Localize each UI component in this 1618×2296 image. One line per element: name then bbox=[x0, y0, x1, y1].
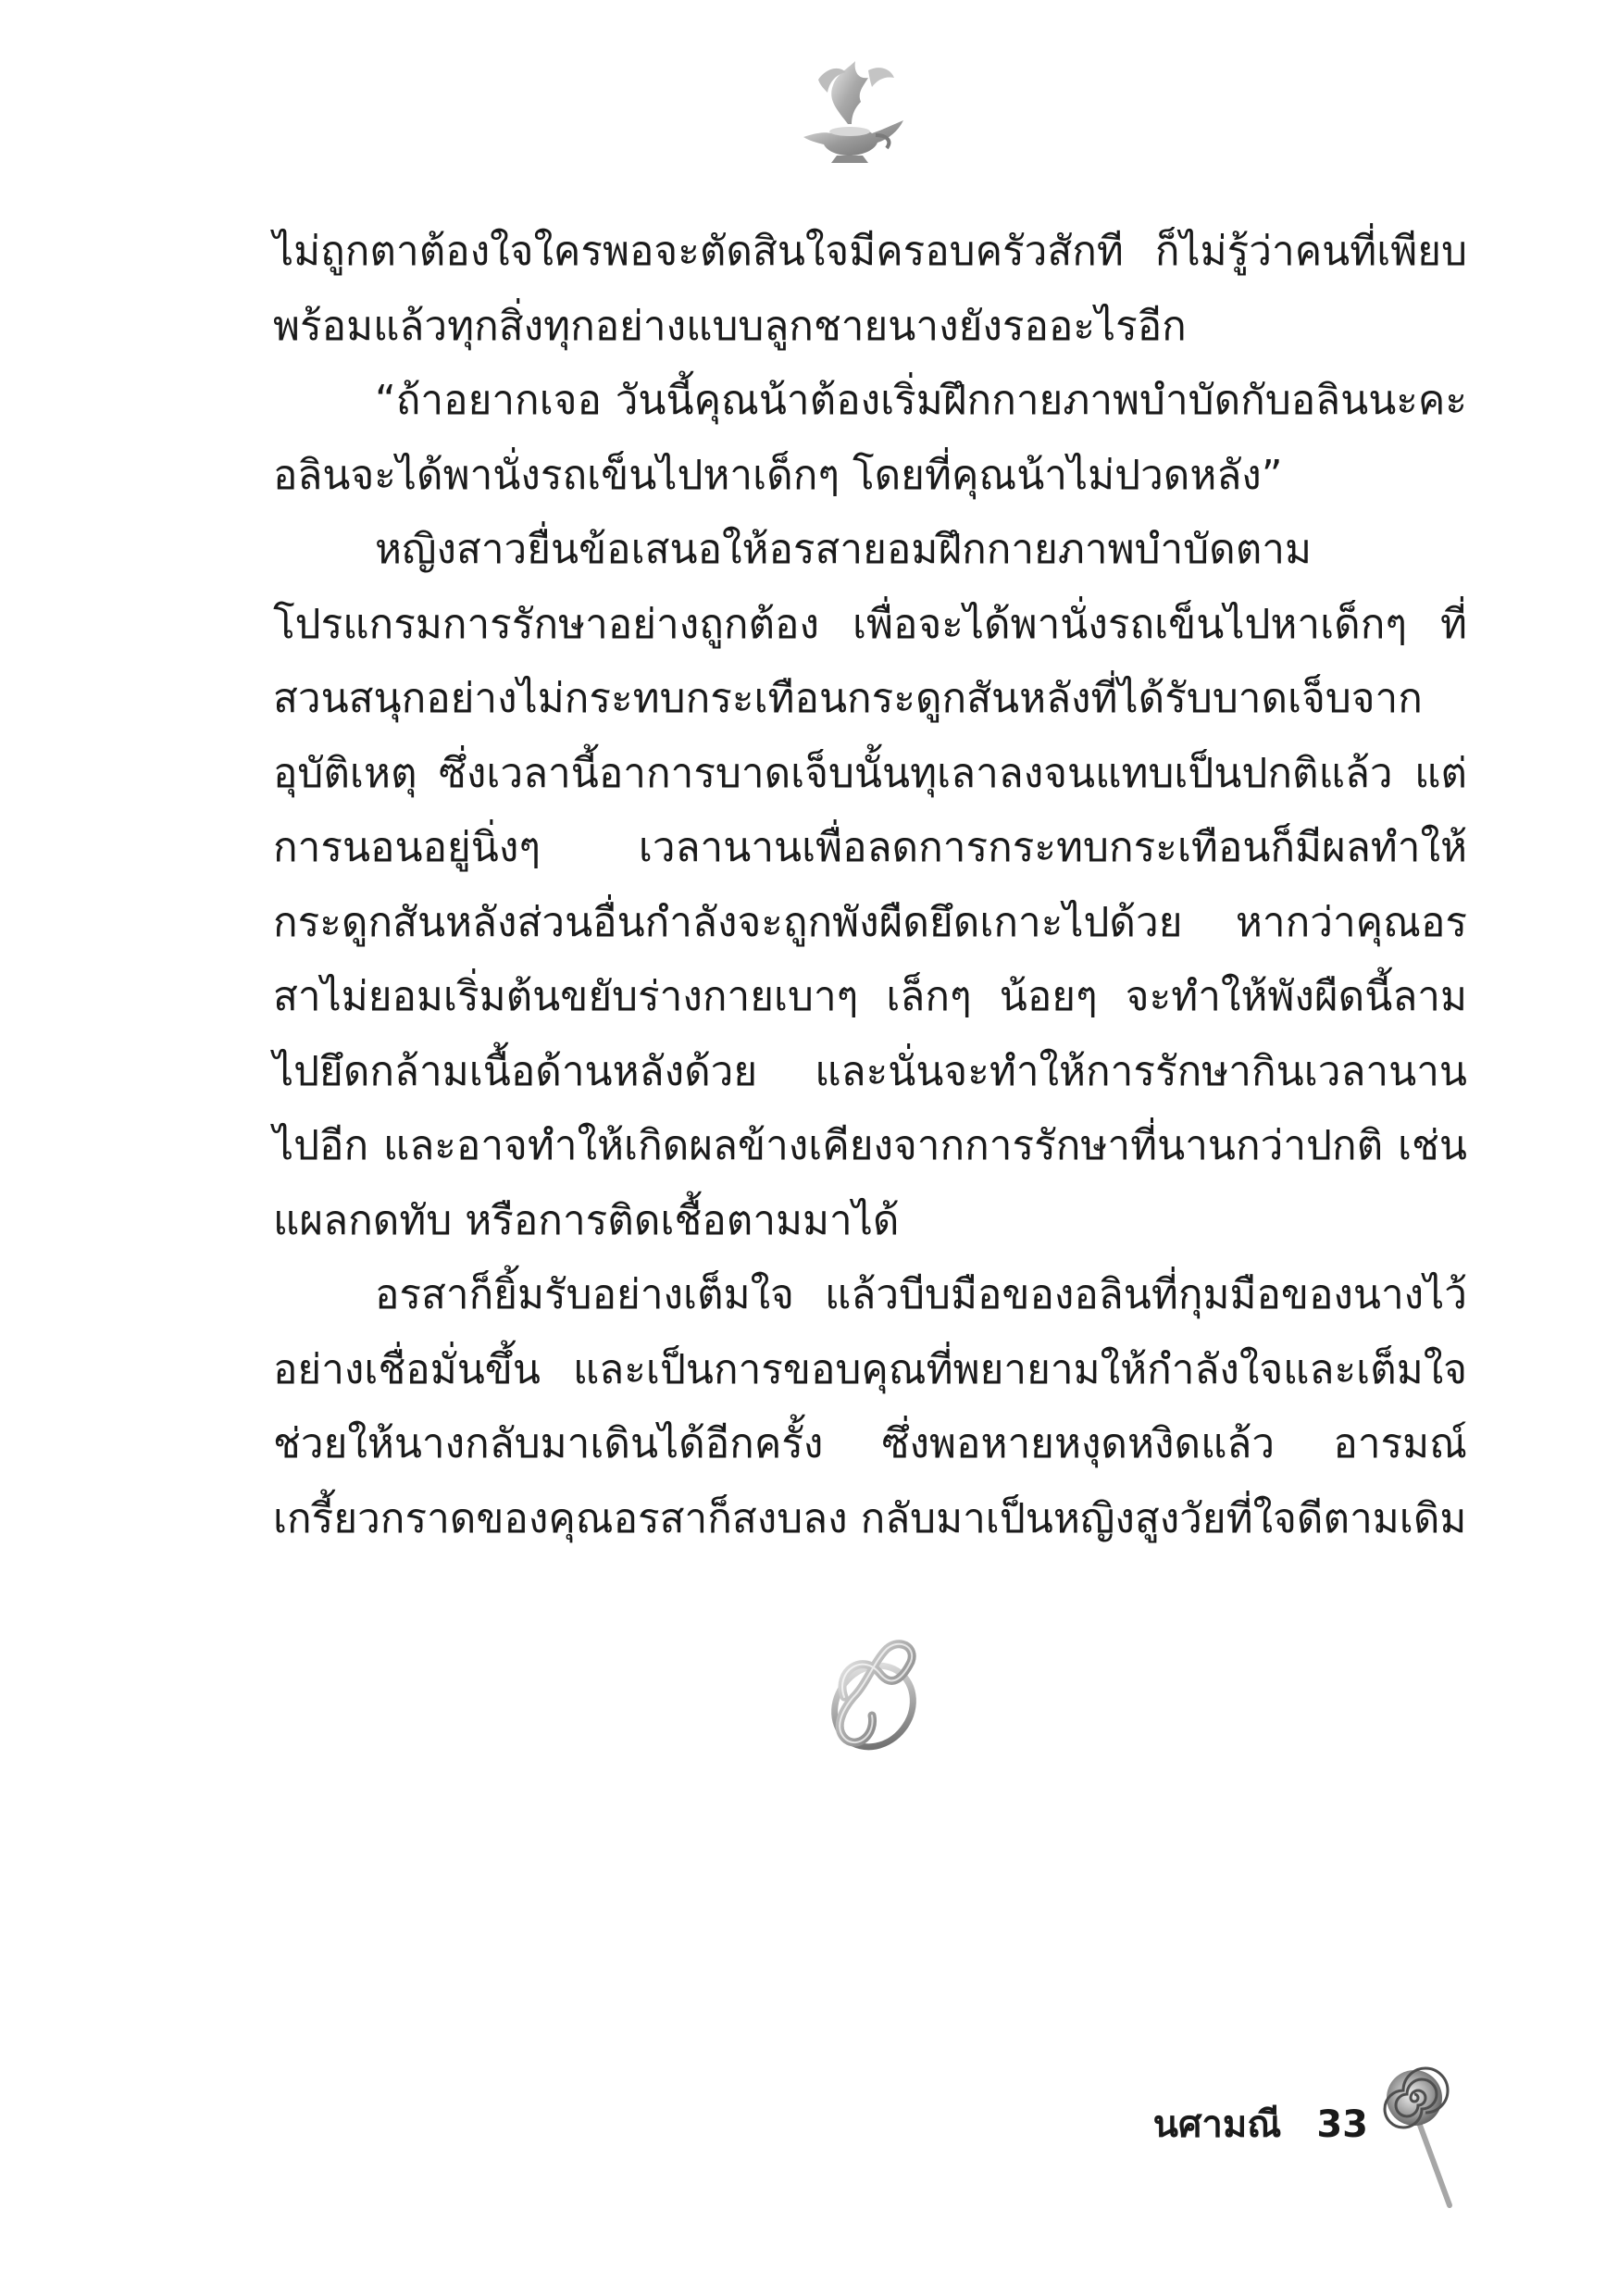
lollipop-icon bbox=[1381, 2066, 1464, 2215]
page-number: 33 bbox=[1316, 2103, 1368, 2146]
paragraph-3: หญิงสาวยื่นข้อเสนอให้อรสายอมฝึกกายภาพบำบัดตามโปรแกรมการรักษาอย่างถูกต้อง เพื่อจะได้พานั่งรถเข็นไปหาเด็กๆ ที่สวนสนุกอย่างไม่กระทบกระเทือนกระดูกสันหลังที่ได้รับบาดเจ็บจากอุบัติเหตุ ซึ่งเวลานี้อาการบาดเจ็บนั้นทุเลาลงจนแทบเป็นปกติแล้ว แต่การนอนอยู่นิ่งๆ เวลานานเพื่อลดการกระทบกระเทือนก็มีผลทำให้กระดูกสันหลังส่วนอื่นกำลังจะถูกพังผืดยึดเกาะไปด้วย หากว่าคุณอรสาไม่ยอมเริ่มต้นขยับร่างกายเบาๆ เล็กๆ น้อยๆ จะทำให้พังผืดนี้ลามไปยึดกล้ามเนื้อด้านหลังด้วย และนั่นจะทำให้การรักษากินเวลานานไปอีก และอาจทำให้เกิดผลข้างเคียงจากการรักษาที่นานกว่าปกติ เช่น แผลกดทับ หรือการติดเชื้อตามมาได้ bbox=[273, 526, 1467, 1244]
page-footer bbox=[1153, 2094, 1368, 2153]
book-title: นศามณี bbox=[1152, 2103, 1282, 2146]
body-text bbox=[273, 215, 1467, 1556]
genie-lamp-icon bbox=[790, 52, 911, 172]
paragraph-1: ไม่ถูกตาต้องใจใครพอจะตัดสินใจมีครอบครัวสักที ก็ไม่รู้ว่าคนที่เพียบพร้อมแล้วทุกสิ่งทุกอย่างแบบลูกชายนางยังรออะไรอีก bbox=[273, 228, 1467, 350]
infinity-ring-icon bbox=[807, 1625, 937, 1764]
paragraph-2: “ถ้าอยากเจอ วันนี้คุณน้าต้องเริ่มฝึกกายภาพบำบัดกับอลินนะคะ อลินจะได้พานั่งรถเข็นไปหาเด็กๆ โดยที่คุณน้าไม่ปวดหลัง” bbox=[273, 377, 1467, 499]
paragraph-4: อรสาก็ยิ้มรับอย่างเต็มใจ แล้วบีบมือของอลินที่กุมมือของนางไว้อย่างเชื่อมั่นขึ้น และเป็นการขอบคุณที่พยายามให้กำลังใจและเต็มใจช่วยให้นางกลับมาเดินได้อีกครั้ง ซึ่งพอหายหงุดหงิดแล้ว อารมณ์เกรี้ยวกราดของคุณอรสาก็สงบลง กลับมาเป็นหญิงสูงวัยที่ใจดีตามเดิม bbox=[273, 1271, 1467, 1542]
